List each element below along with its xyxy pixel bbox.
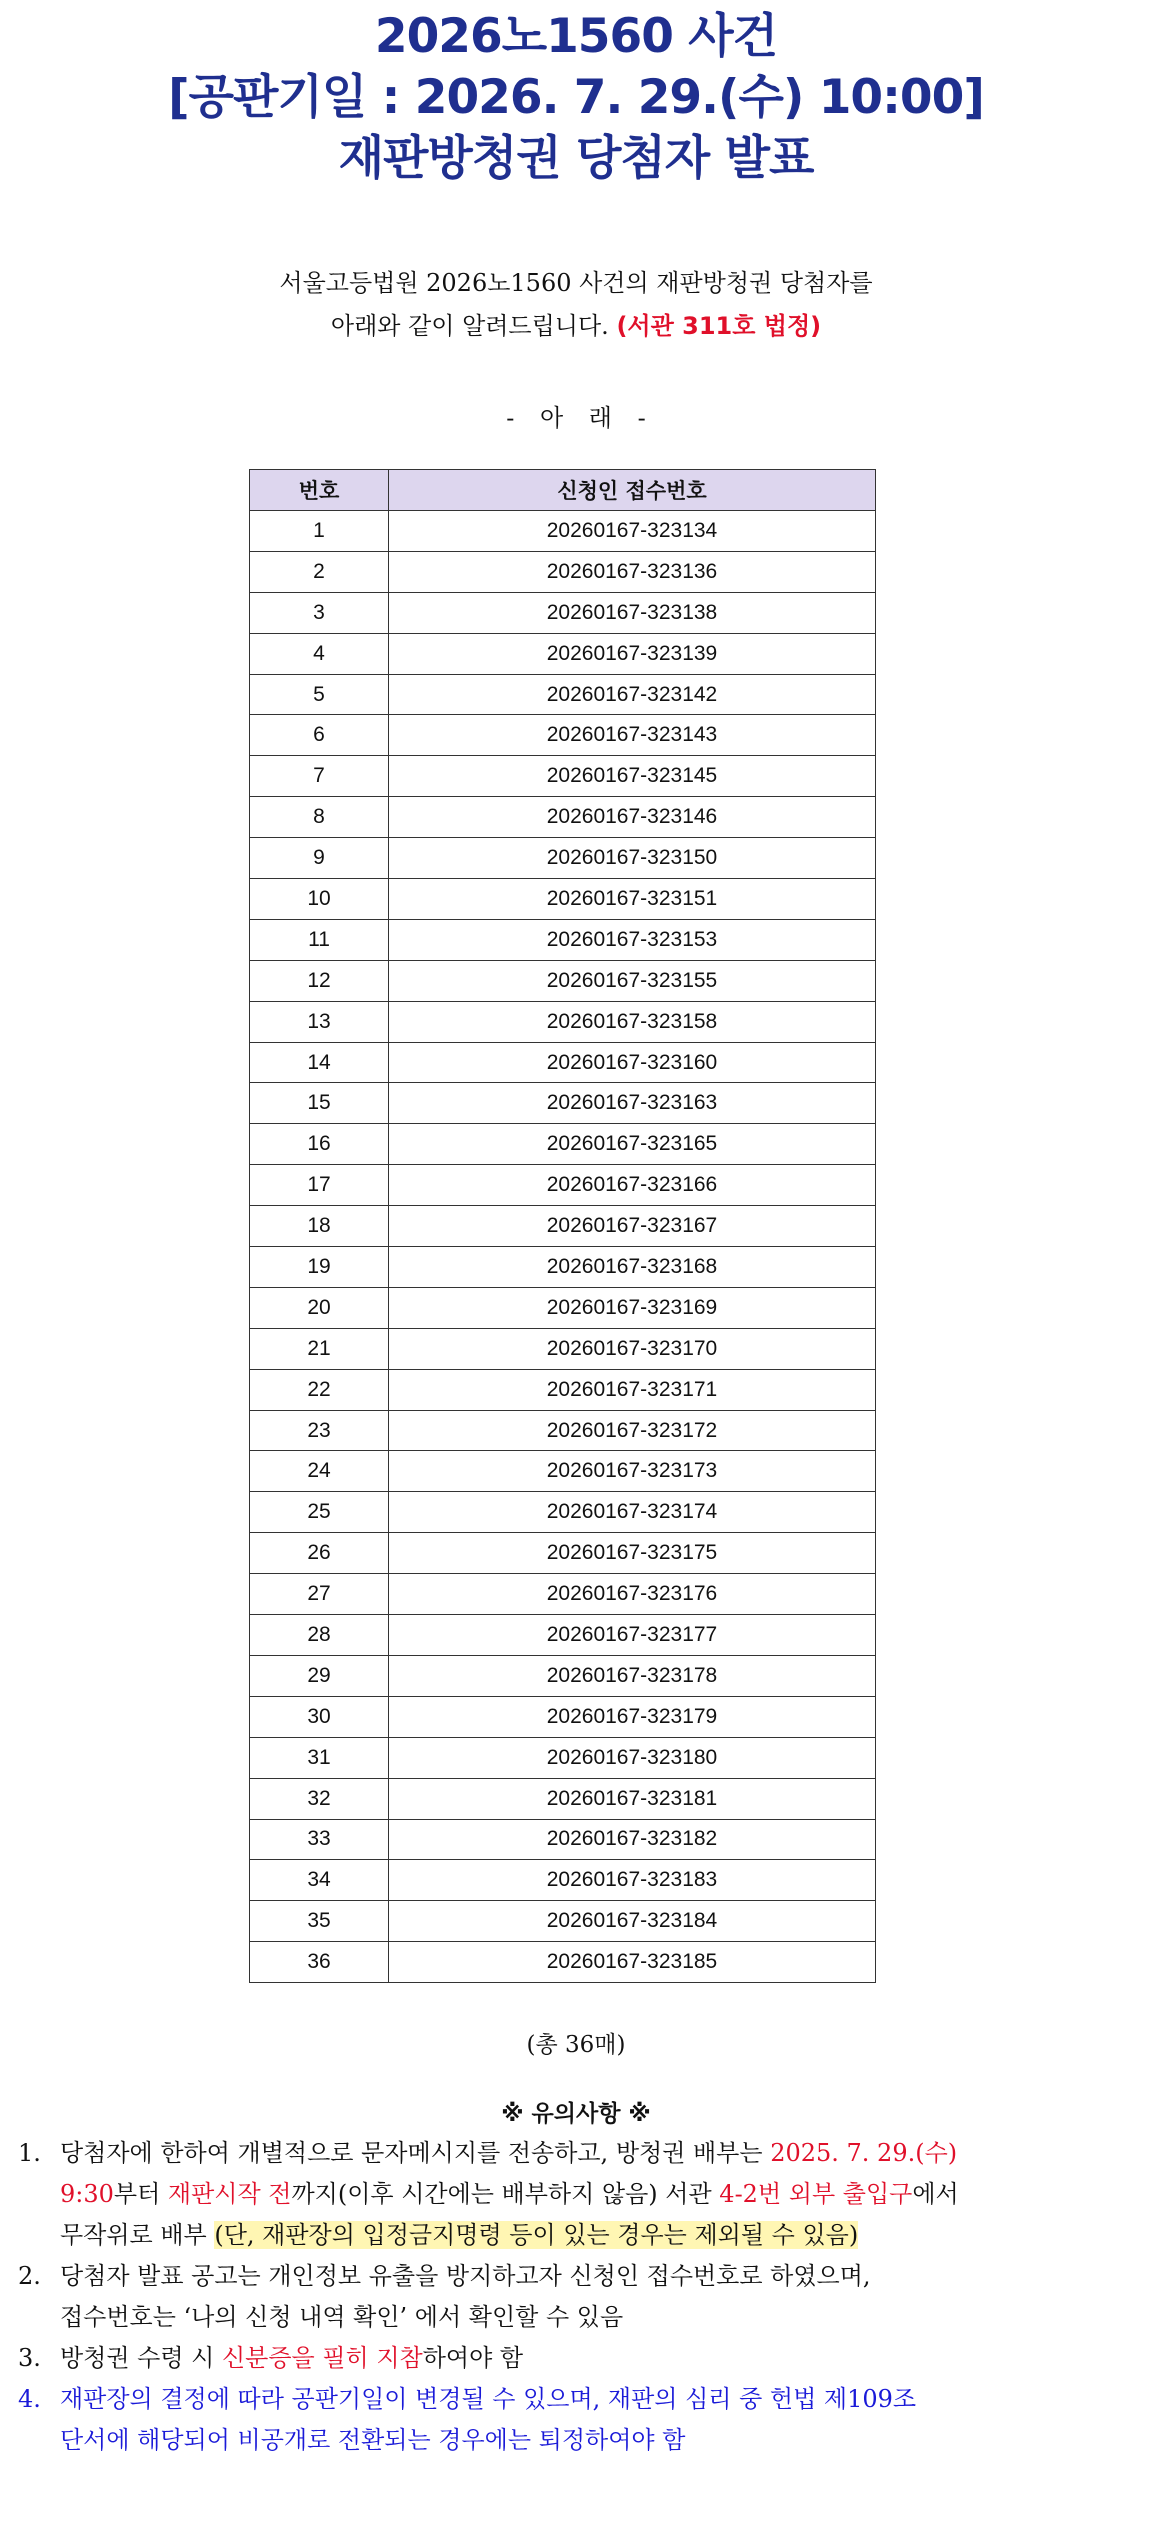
receipt-number: 20260167-323163 bbox=[389, 1083, 876, 1124]
row-number: 28 bbox=[250, 1615, 389, 1656]
courtroom-label: (서관 311호 법정) bbox=[616, 312, 822, 340]
receipt-number: 20260167-323170 bbox=[389, 1328, 876, 1369]
table-row bbox=[250, 1287, 876, 1328]
receipt-number: 20260167-323173 bbox=[389, 1451, 876, 1492]
table-row bbox=[250, 1492, 876, 1533]
row-number: 21 bbox=[250, 1328, 389, 1369]
receipt-number: 20260167-323174 bbox=[389, 1492, 876, 1533]
header-number: 번호 bbox=[250, 470, 389, 511]
row-number: 31 bbox=[250, 1737, 389, 1778]
row-number: 20 bbox=[250, 1287, 389, 1328]
row-number: 12 bbox=[250, 960, 389, 1001]
notice-text: 당첨자 발표 공고는 개인정보 유출을 방지하고자 신청인 접수번호로 하였으며, bbox=[60, 2262, 871, 2290]
table-body bbox=[250, 511, 876, 1983]
row-number: 8 bbox=[250, 797, 389, 838]
row-number: 10 bbox=[250, 879, 389, 920]
row-number: 35 bbox=[250, 1901, 389, 1942]
intro-text bbox=[0, 262, 1152, 348]
receipt-number: 20260167-323167 bbox=[389, 1206, 876, 1247]
row-number: 18 bbox=[250, 1206, 389, 1247]
table-row bbox=[250, 756, 876, 797]
table-row bbox=[250, 1778, 876, 1819]
receipt-number: 20260167-323142 bbox=[389, 674, 876, 715]
receipt-number: 20260167-323151 bbox=[389, 879, 876, 920]
exception-note: (단, 재판장의 입정금지명령 등이 있는 경우는 제외될 수 있음) bbox=[214, 2221, 859, 2249]
intro-line-2-text: 아래와 같이 알려드립니다. bbox=[330, 312, 617, 340]
table-row bbox=[250, 1369, 876, 1410]
table-row bbox=[250, 879, 876, 920]
table-row bbox=[250, 1451, 876, 1492]
row-number: 32 bbox=[250, 1778, 389, 1819]
notice-item-2 bbox=[18, 2256, 1128, 2338]
table-row bbox=[250, 715, 876, 756]
table-row bbox=[250, 511, 876, 552]
row-number: 11 bbox=[250, 919, 389, 960]
receipt-number: 20260167-323160 bbox=[389, 1042, 876, 1083]
row-number: 26 bbox=[250, 1533, 389, 1574]
receipt-number: 20260167-323168 bbox=[389, 1247, 876, 1288]
receipt-number: 20260167-323180 bbox=[389, 1737, 876, 1778]
notice-text: 부터 bbox=[113, 2180, 168, 2208]
notice-list bbox=[18, 2133, 1128, 2461]
table-row bbox=[250, 838, 876, 879]
row-number: 33 bbox=[250, 1819, 389, 1860]
row-number: 15 bbox=[250, 1083, 389, 1124]
table-row bbox=[250, 592, 876, 633]
notice-text: 무작위로 배부 bbox=[60, 2221, 215, 2249]
row-number: 6 bbox=[250, 715, 389, 756]
distribution-date: 2025. 7. 29.(수) bbox=[770, 2139, 958, 2167]
row-number: 5 bbox=[250, 674, 389, 715]
row-number: 19 bbox=[250, 1247, 389, 1288]
notice-number: 1. bbox=[18, 2139, 41, 2167]
distribution-time: 9:30 bbox=[60, 2180, 114, 2208]
receipt-number: 20260167-323150 bbox=[389, 838, 876, 879]
row-number: 7 bbox=[250, 756, 389, 797]
winners-table bbox=[249, 469, 876, 1983]
exit-location: 4-2번 외부 출입구 bbox=[719, 2180, 913, 2208]
table-row bbox=[250, 1615, 876, 1656]
notice-number: 3. bbox=[18, 2344, 41, 2372]
table-row bbox=[250, 1819, 876, 1860]
receipt-number: 20260167-323166 bbox=[389, 1165, 876, 1206]
row-number: 2 bbox=[250, 551, 389, 592]
notice-text: 접수번호는 ‘나의 신청 내역 확인’ 에서 확인할 수 있음 bbox=[60, 2303, 624, 2331]
receipt-number: 20260167-323155 bbox=[389, 960, 876, 1001]
title-announcement: 재판방청권 당첨자 발표 bbox=[338, 131, 814, 186]
table-row bbox=[250, 1001, 876, 1042]
table-row bbox=[250, 1942, 876, 1983]
receipt-number: 20260167-323178 bbox=[389, 1655, 876, 1696]
table-row bbox=[250, 919, 876, 960]
receipt-number: 20260167-323171 bbox=[389, 1369, 876, 1410]
before-trial: 재판시작 전 bbox=[167, 2180, 292, 2208]
row-number: 36 bbox=[250, 1942, 389, 1983]
table-row bbox=[250, 1860, 876, 1901]
notice-number: 4. bbox=[18, 2385, 41, 2413]
id-required: 신분증을 필히 지참 bbox=[222, 2344, 423, 2372]
notice-text: 재판장의 결정에 따라 공판기일이 변경될 수 있으며, 재판의 심리 중 헌법 제109조 bbox=[60, 2385, 917, 2413]
receipt-number: 20260167-323175 bbox=[389, 1533, 876, 1574]
receipt-number: 20260167-323179 bbox=[389, 1696, 876, 1737]
document-title bbox=[0, 6, 1152, 189]
notice-text: 당첨자에 한하여 개별적으로 문자메시지를 전송하고, 방청권 배부는 bbox=[60, 2139, 771, 2167]
receipt-number: 20260167-323183 bbox=[389, 1860, 876, 1901]
receipt-number: 20260167-323146 bbox=[389, 797, 876, 838]
receipt-number: 20260167-323143 bbox=[389, 715, 876, 756]
table-row bbox=[250, 1165, 876, 1206]
receipt-number: 20260167-323182 bbox=[389, 1819, 876, 1860]
row-number: 29 bbox=[250, 1655, 389, 1696]
table-row bbox=[250, 633, 876, 674]
notice-text: 까지(이후 시간에는 배부하지 않음) 서관 bbox=[291, 2180, 720, 2208]
receipt-number: 20260167-323169 bbox=[389, 1287, 876, 1328]
receipt-number: 20260167-323158 bbox=[389, 1001, 876, 1042]
receipt-number: 20260167-323153 bbox=[389, 919, 876, 960]
row-number: 34 bbox=[250, 1860, 389, 1901]
notice-text: 방청권 수령 시 bbox=[60, 2344, 222, 2372]
row-number: 27 bbox=[250, 1574, 389, 1615]
row-number: 25 bbox=[250, 1492, 389, 1533]
total-count: (총 36매) bbox=[526, 2032, 626, 2058]
table-row bbox=[250, 1247, 876, 1288]
row-number: 17 bbox=[250, 1165, 389, 1206]
receipt-number: 20260167-323184 bbox=[389, 1901, 876, 1942]
row-number: 24 bbox=[250, 1451, 389, 1492]
table-row bbox=[250, 1574, 876, 1615]
row-number: 14 bbox=[250, 1042, 389, 1083]
row-number: 1 bbox=[250, 511, 389, 552]
receipt-number: 20260167-323145 bbox=[389, 756, 876, 797]
row-number: 16 bbox=[250, 1124, 389, 1165]
table-row bbox=[250, 1206, 876, 1247]
row-number: 9 bbox=[250, 838, 389, 879]
receipt-number: 20260167-323172 bbox=[389, 1410, 876, 1451]
notice-number: 2. bbox=[18, 2262, 41, 2290]
notice-text: 단서에 해당되어 비공개로 전환되는 경우에는 퇴정하여야 함 bbox=[60, 2426, 686, 2454]
table-row bbox=[250, 1410, 876, 1451]
title-case-number: 2026노1560 사건 bbox=[374, 9, 778, 64]
receipt-number: 20260167-323165 bbox=[389, 1124, 876, 1165]
intro-line-2 bbox=[0, 305, 1152, 348]
receipt-number: 20260167-323181 bbox=[389, 1778, 876, 1819]
row-number: 4 bbox=[250, 633, 389, 674]
table-header-row bbox=[250, 470, 876, 511]
table-row bbox=[250, 797, 876, 838]
notice-item-3 bbox=[18, 2338, 1128, 2379]
row-number: 30 bbox=[250, 1696, 389, 1737]
receipt-number: 20260167-323136 bbox=[389, 551, 876, 592]
notice-title: ※ 유의사항 ※ bbox=[501, 2101, 651, 2127]
row-number: 23 bbox=[250, 1410, 389, 1451]
receipt-number: 20260167-323138 bbox=[389, 592, 876, 633]
table-row bbox=[250, 1328, 876, 1369]
notice-item-4 bbox=[18, 2379, 1128, 2461]
notice-text: 하여야 함 bbox=[422, 2344, 524, 2372]
row-number: 13 bbox=[250, 1001, 389, 1042]
table-row bbox=[250, 1737, 876, 1778]
receipt-number: 20260167-323185 bbox=[389, 1942, 876, 1983]
header-receipt-number: 신청인 접수번호 bbox=[389, 470, 876, 511]
table-row bbox=[250, 1901, 876, 1942]
table-row bbox=[250, 1696, 876, 1737]
receipt-number: 20260167-323176 bbox=[389, 1574, 876, 1615]
table-row bbox=[250, 1533, 876, 1574]
receipt-number: 20260167-323134 bbox=[389, 511, 876, 552]
intro-line-1: 서울고등법원 2026노1560 사건의 재판방청권 당첨자를 bbox=[279, 269, 873, 297]
table-row bbox=[250, 1083, 876, 1124]
table-row bbox=[250, 1042, 876, 1083]
receipt-number: 20260167-323139 bbox=[389, 633, 876, 674]
table-row bbox=[250, 960, 876, 1001]
table-row bbox=[250, 674, 876, 715]
table-row bbox=[250, 551, 876, 592]
table-row bbox=[250, 1124, 876, 1165]
section-label: - 아 래 - bbox=[506, 404, 646, 432]
notice-item-1 bbox=[18, 2133, 1128, 2256]
row-number: 22 bbox=[250, 1369, 389, 1410]
title-hearing-date: [공판기일 : 2026. 7. 29.(수) 10:00] bbox=[168, 70, 984, 125]
notice-text: 에서 bbox=[912, 2180, 959, 2208]
receipt-number: 20260167-323177 bbox=[389, 1615, 876, 1656]
row-number: 3 bbox=[250, 592, 389, 633]
table-row bbox=[250, 1655, 876, 1696]
